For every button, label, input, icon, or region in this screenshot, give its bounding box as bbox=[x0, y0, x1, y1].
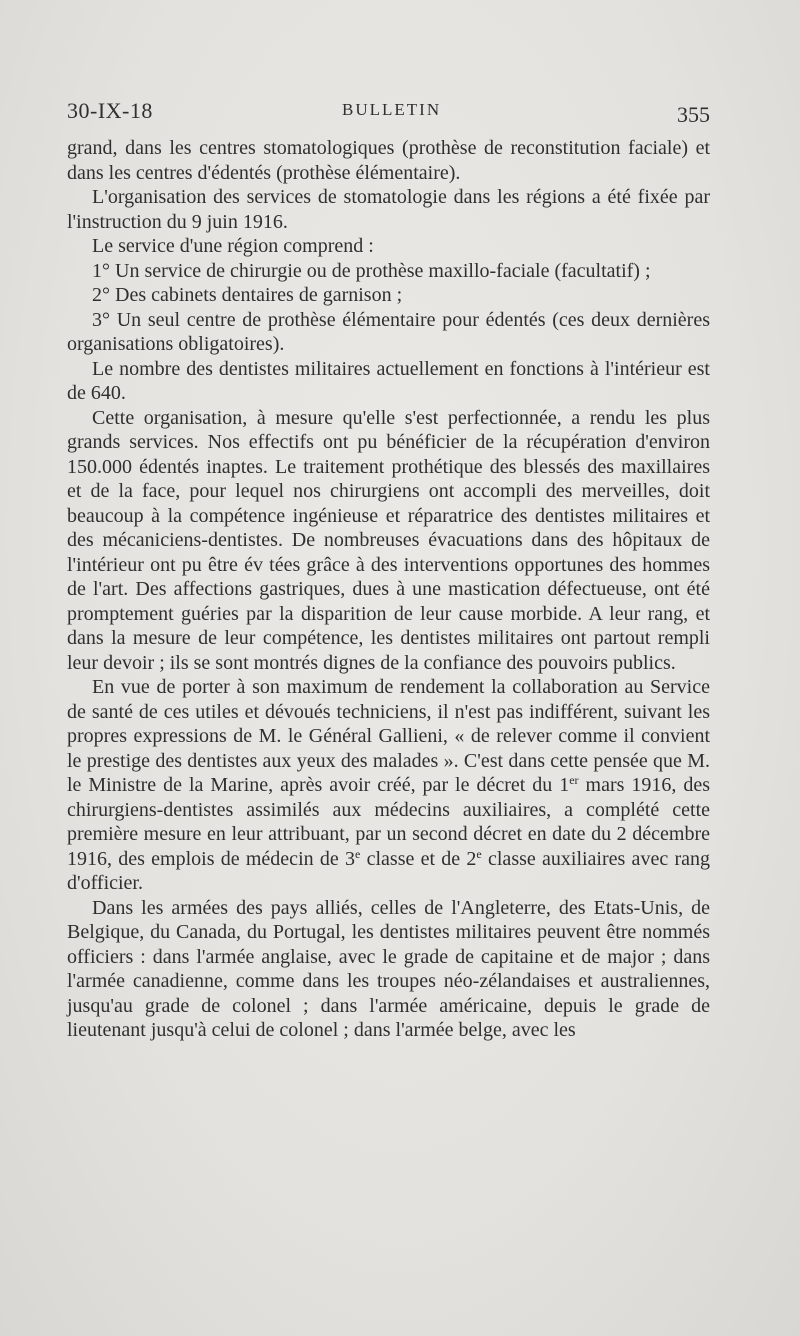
text-run: classe et de 2 bbox=[360, 847, 477, 870]
superscript: e bbox=[476, 846, 482, 861]
header-title: BULLETIN bbox=[342, 100, 442, 119]
page-number: 355 bbox=[677, 102, 710, 127]
paragraph: grand, dans les centres stomatologiques (prothèse de reconstitution faciale) et dans les centres d'édentés (prothèse élémentaire). bbox=[67, 137, 710, 184]
header-date: 30-IX-18 bbox=[67, 98, 153, 123]
paragraph: Le service d'une région comprend : bbox=[92, 235, 374, 257]
text-run: mars 1916, des chirurgiens-dentistes assimilés aux médecins auxiliaires, a complété cette première mesure en leur attribuant, par un second décret en date du 2 décembre 1916, des emplois de médecin de 3 bbox=[67, 774, 710, 870]
text-run: En vue de porter à son maximum de rendement la collaboration au Service de santé de ces utiles et dévoués techniciens, il n'est pas indifférent, suivant les propres expressions de M. le Général Gallieni, « de relever comme il convient le prestige des dentistes aux yeux des malades ». C'est dans cette pensée que M. le Ministre de la Marine, après avoir créé, par le décret du 1 bbox=[67, 676, 710, 796]
paragraph: Le nombre des dentistes militaires actuellement en fonctions à l'intérieur est de 640. bbox=[67, 357, 710, 404]
list-item: 1° Un service de chirurgie ou de prothèse maxillo-faciale (facultatif) ; bbox=[92, 259, 651, 282]
superscript: er bbox=[569, 773, 579, 787]
page-body bbox=[67, 136, 710, 1043]
paragraph bbox=[67, 675, 710, 896]
paragraph: Dans les armées des pays alliés, celles de l'Angleterre, des Etats-Unis, de Belgique, du Canada, du Portugal, les dentistes militaires peuvent être nommés officiers : dans l'armée anglaise, avec le grade de capitaine et de major ; dans l'armée canadienne, comme dans les troupes néo-zélandaises et australiennes, jusqu'au grade de colonel ; dans l'armée américaine, depuis le grade de lieutenant jusqu'à celui de colonel ; dans l'armée belge, avec les bbox=[67, 896, 710, 1041]
paragraph: L'organisation des services de stomatologie dans les régions a été fixée par l'instruction du 9 juin 1916. bbox=[67, 186, 710, 233]
running-header bbox=[67, 96, 710, 132]
list-item: 3° Un seul centre de prothèse élémentaire pour édentés (ces deux dernières organisations obligatoires). bbox=[67, 308, 710, 355]
paragraph: Cette organisation, à mesure qu'elle s'est perfectionnée, a rendu les plus grands services. Nos effectifs ont pu bénéficier de la récupération d'environ 150.000 édentés inaptes. Le traitement prothétique des blessés des maxillaires et de la face, pour lequel nos chirurgiens ont accompli des merveilles, doit beaucoup à la compétence ingénieuse et réparatrice des dentistes militaires et des mécaniciens-dentistes. De nombreuses évacuations dans des hôpitaux de l'intérieur ont pu être év tées grâce à des interventions opportunes des hommes de l'art. Des affections gastriques, dues à une mastication défectueuse, ont été promptement guéries par la disparition de leur cause morbide. A leur rang, et dans la mesure de leur compétence, les dentistes militaires ont partout rempli leur devoir ; ils se sont montrés dignes de la confiance des pouvoirs publics. bbox=[67, 406, 710, 674]
superscript: e bbox=[355, 846, 361, 861]
list-item: 2° Des cabinets dentaires de garnison ; bbox=[92, 284, 403, 306]
text-run: classe auxiliaires avec rang d'officier. bbox=[67, 847, 710, 894]
